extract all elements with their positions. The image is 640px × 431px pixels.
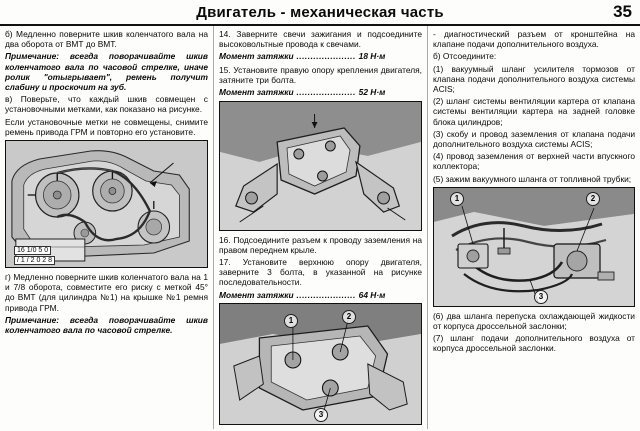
figure-4-drawing xyxy=(434,188,634,306)
torque-spec-18 xyxy=(219,51,422,61)
paragraph-g: г) Медленно поверните шкив коленчатого вала на 1 и 7/8 оборота, совместите его риску с меткой 45° до ВМТ (для цилиндра №1) на крышке №1 ремня привода ГРМ. xyxy=(5,272,208,313)
torque-dots-3: ..................... xyxy=(293,289,359,300)
callout-2: 2 xyxy=(586,192,600,206)
torque-label-3: Момент затяжки xyxy=(219,289,294,300)
note-1-text: всегда поворачивайте шкив коленчатого вала по часовой стрелке, иначе ролик "отыгрывает", ремень получит слабину и проскочит на зуб. xyxy=(5,51,208,93)
step-15: 15. Установите правую опору крепления двигателя, затяните три болта. xyxy=(219,64,422,86)
item-5: (5) зажим вакуумного шланга от топливной трубки; xyxy=(433,173,632,184)
torque-value-2: 52 Н·м xyxy=(358,87,386,98)
callout-3: 3 xyxy=(534,290,548,304)
item-7: (7) шланг подачи дополнительного воздуха от корпуса дроссельной заслонки. xyxy=(433,333,635,354)
step-16: 16. Подсоедините разъем к проводу заземления на правом переднем крыле. xyxy=(219,234,422,255)
figure-3-drawing xyxy=(220,304,421,424)
figure-upper-mount-bolt-sequence xyxy=(219,303,422,425)
page-title: Двигатель - механическая часть xyxy=(196,3,444,21)
figure-timing-belt-pulleys xyxy=(5,140,208,268)
paragraph-v: в) Поверьте, что каждый шкив совмещен с установочными метками, как показано на рисунке. xyxy=(5,94,208,115)
column-right xyxy=(428,26,640,429)
torque-label-1: Момент затяжки xyxy=(219,51,294,62)
column-middle xyxy=(214,26,428,429)
step-b-disconnect: б) Отсоедините: xyxy=(433,51,497,62)
note-2-text: всегда поворачивайте шкив коленчатого вала по часовой стрелке. xyxy=(5,314,208,336)
note-1-label: Примечание: xyxy=(5,51,60,62)
torque-spec-64 xyxy=(219,290,422,300)
item-4: (4) провод заземления от верхней части впускного коллектора; xyxy=(433,151,635,172)
figure-1-mark-label-1: 16 1/0 5 0 xyxy=(14,246,51,255)
column-left xyxy=(0,26,214,429)
figure-2-drawing xyxy=(220,102,421,230)
torque-dots-1: ..................... xyxy=(293,51,359,62)
paragraph-marks: Если установочные метки не совмещены, снимите ремень привода ГРМ и повторно его установите. xyxy=(5,116,208,137)
torque-spec-52 xyxy=(219,87,422,97)
figure-1-mark-label-2: / 1 / 2 0 2 8 xyxy=(14,256,55,265)
torque-dots-2: ..................... xyxy=(293,87,359,98)
torque-label-2: Момент затяжки xyxy=(219,87,294,98)
paragraph-b: б) Медленно поверните шкив коленчатого вала на два оборота от ВМТ до ВМТ. xyxy=(5,29,208,50)
callout-2: 2 xyxy=(342,310,356,324)
torque-value-1: 18 Н·м xyxy=(358,51,386,62)
note-2 xyxy=(5,315,208,335)
callout-1: 1 xyxy=(450,192,464,206)
step-17: 17. Установите верхнюю опору двигателя, заверните 3 болта, в указанной на рисунке последовательности. xyxy=(219,257,422,288)
figure-engine-mount-right xyxy=(219,101,422,231)
callout-1: 1 xyxy=(284,314,298,328)
diagnostic-connector-line: - диагностический разъем от кронштейна на клапане подачи дополнительного воздуха. xyxy=(433,29,635,50)
note-1 xyxy=(5,51,208,92)
item-1: (1) вакуумный шланг усилителя тормозов от клапана подачи дополнительного воздуха системы ACIS; xyxy=(433,63,635,95)
page-header xyxy=(0,0,640,26)
step-14: 14. Заверните свечи зажигания и подсоедините высоковольтные провода к свечами. xyxy=(219,29,422,50)
item-6: (6) два шланга перепуска охлаждающей жидкости от корпуса дроссельной заслонки; xyxy=(433,310,635,332)
item-2: (2) шланг системы вентиляции картера от клапана системы вентиляции картера на задней головке блока цилиндров; xyxy=(433,96,635,127)
note-2-label: Примечание: xyxy=(5,314,60,325)
page-number: 35 xyxy=(613,2,632,21)
page-columns xyxy=(0,26,640,429)
callout-3: 3 xyxy=(314,408,328,422)
item-3: (3) скобу и провод заземления от клапана подачи дополнительного воздуха системы ACIS; xyxy=(433,128,635,150)
figure-intake-manifold-hoses xyxy=(433,187,635,307)
torque-value-3: 64 Н·м xyxy=(358,289,386,300)
